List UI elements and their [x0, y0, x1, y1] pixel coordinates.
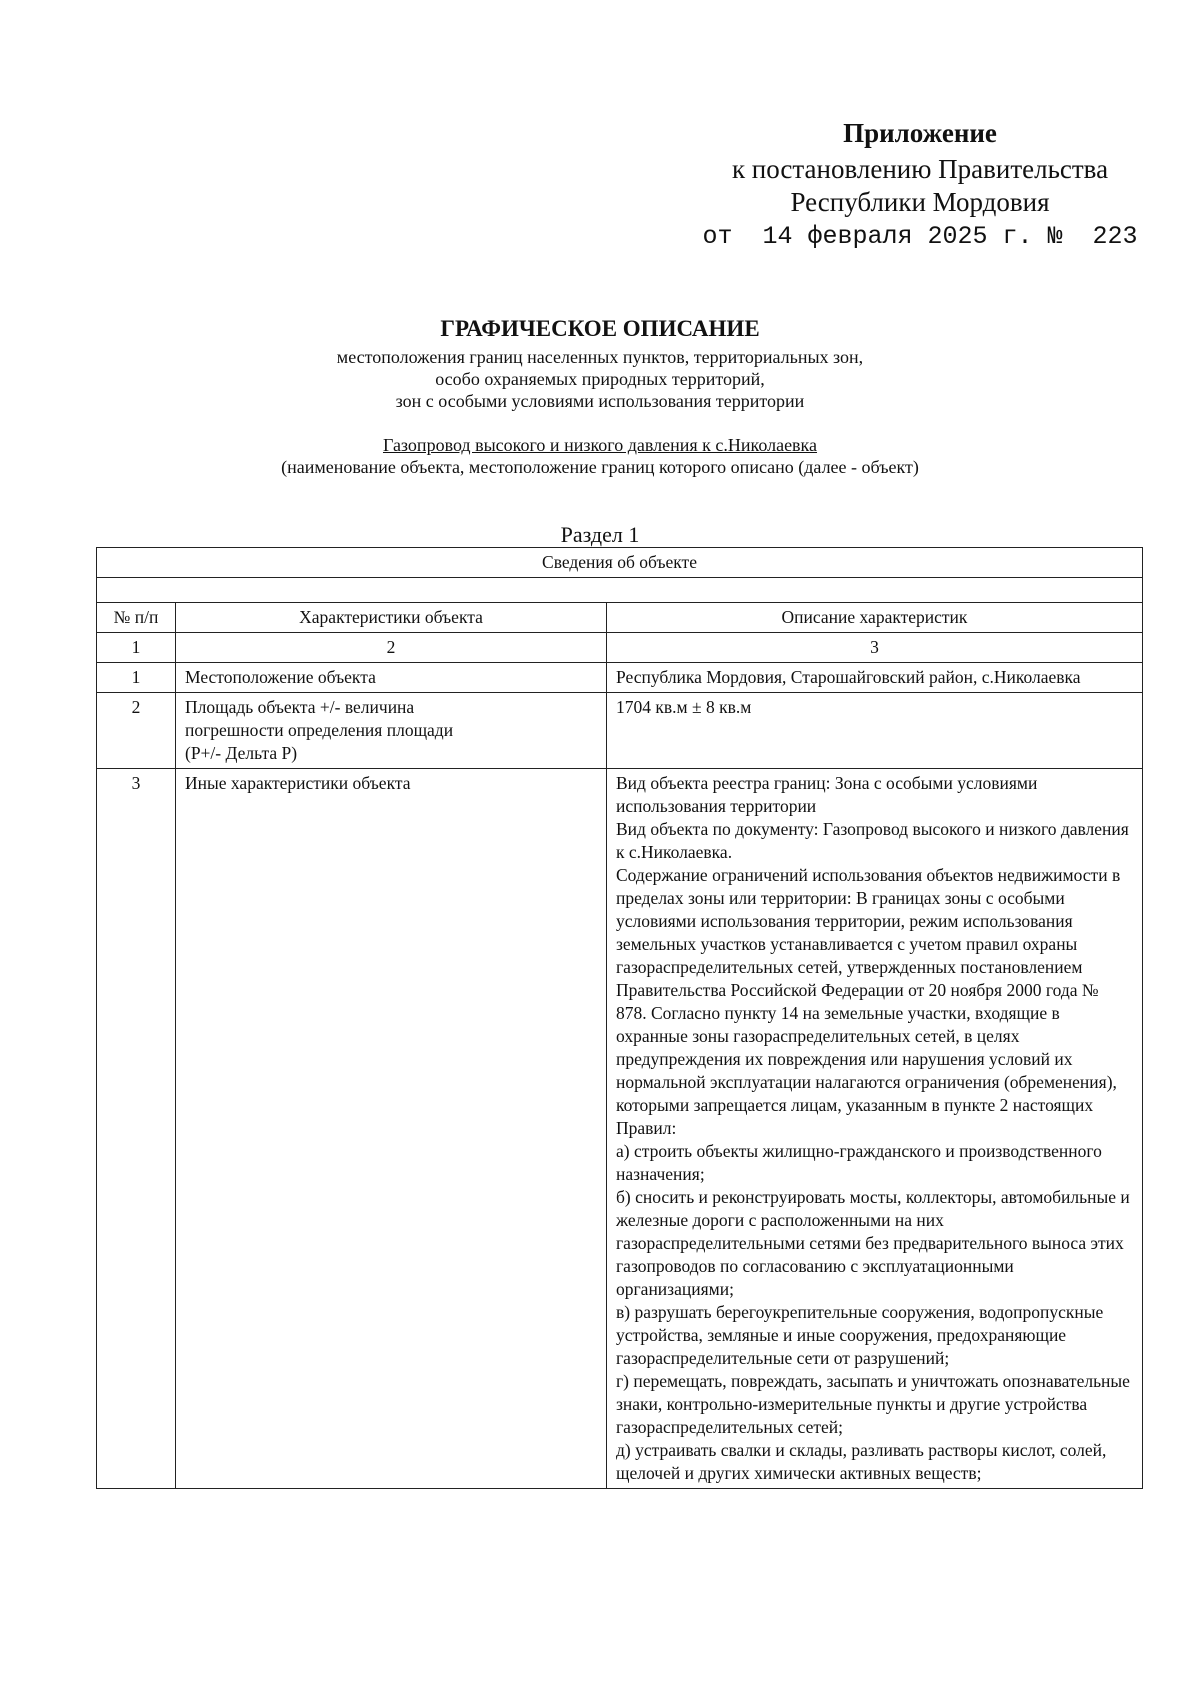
table-spacer-row	[97, 578, 1143, 603]
section-title: Раздел 1	[560, 522, 640, 547]
row-number: 1	[97, 663, 176, 693]
row-characteristic: Местоположение объекта	[176, 663, 607, 693]
column-number-1: 1	[97, 633, 176, 663]
document-title: ГРАФИЧЕСКОЕ ОПИСАНИЕ	[440, 316, 760, 341]
appendix-block	[700, 118, 1140, 255]
description-paragraph: а) строить объекты жилищно-гражданского и производственного назначения;	[616, 1141, 1102, 1184]
table-caption-row	[97, 548, 1143, 578]
table-row	[97, 663, 1143, 693]
row-number: 2	[97, 693, 176, 769]
header-characteristic: Характеристики объекта	[176, 603, 607, 633]
description-paragraph: Содержание ограничений использования объектов недвижимости в пределах зоны или территории: В границах зоны с особыми условиями использования территории, режим использования земельных участков устанавливается с учетом правил охраны газораспределительных сетей, утвержденных постановлением Правительства Российской Федерации от 20 ноября 2000 года № 878. Согласно пункту 14 на земельные участки, входящие в охранные зоны газораспределительных сетей, в целях предупреждения их повреждения или нарушения условий их нормальной эксплуатации налагаются ограничения (обременения), которыми запрещается лицам, указанным в пункте 2 настоящих Правил:	[616, 865, 1121, 1138]
description-paragraph: 1704 кв.м ± 8 кв.м	[616, 697, 752, 717]
table-title: Сведения об объекте	[97, 548, 1143, 578]
object-explanation: (наименование объекта, местоположение границ которого описано (далее - объект)	[281, 457, 919, 477]
object-name: Газопровод высокого и низкого давления к с.Николаевка	[382, 435, 818, 455]
appendix-line-1: к постановлению Правительства	[731, 154, 1109, 184]
object-info-table	[96, 547, 1143, 1489]
document-subtitle-2: особо охраняемых природных территорий,	[435, 369, 765, 389]
row-characteristic: Площадь объекта +/- величина погрешности определения площади (P+/- Дельта P)	[176, 693, 607, 769]
appendix-date: от 14 февраля 2025 г. № 223	[702, 222, 1138, 251]
table-row	[97, 693, 1143, 769]
description-paragraph: г) перемещать, повреждать, засыпать и уничтожать опознавательные знаки, контрольно-измерительные пункты и другие устройства газораспределительных сетей;	[616, 1371, 1130, 1437]
table-header-row	[97, 603, 1143, 633]
row-description	[607, 769, 1143, 1489]
description-paragraph: д) устраивать свалки и склады, разливать растворы кислот, солей, щелочей и других химически активных веществ;	[616, 1440, 1107, 1483]
column-number-2: 2	[176, 633, 607, 663]
appendix-line-2: Республики Мордовия	[790, 187, 1050, 217]
column-number-3: 3	[607, 633, 1143, 663]
row-characteristic: Иные характеристики объекта	[176, 769, 607, 1489]
header-number: № п/п	[97, 603, 176, 633]
row-description	[607, 663, 1143, 693]
description-paragraph: Республика Мордовия, Старошайговский район, с.Николаевка	[616, 667, 1081, 687]
table-row	[97, 769, 1143, 1489]
appendix-title: Приложение	[843, 118, 997, 148]
description-paragraph: в) разрушать берегоукрепительные сооружения, водопропускные устройства, земляные и иные сооружения, предохраняющие газораспределительные сети от разрушений;	[616, 1302, 1104, 1368]
table-column-numbers-row	[97, 633, 1143, 663]
document-subtitle-1: местоположения границ населенных пунктов, территориальных зон,	[336, 347, 864, 367]
description-paragraph: б) сносить и реконструировать мосты, коллекторы, автомобильные и железные дороги с расположенными на них газораспределительными сетями без предварительного выноса этих газопроводов по согласованию с эксплуатационными организациями;	[616, 1187, 1130, 1299]
description-paragraph: Вид объекта по документу: Газопровод высокого и низкого давления к с.Николаевка.	[616, 819, 1129, 862]
description-paragraph: Вид объекта реестра границ: Зона с особыми условиями использования территории	[616, 773, 1038, 816]
header-description: Описание характеристик	[607, 603, 1143, 633]
row-description	[607, 693, 1143, 769]
document-subtitle-3: зон с особыми условиями использования территории	[395, 391, 805, 411]
row-number: 3	[97, 769, 176, 1489]
document-heading	[100, 316, 1100, 478]
